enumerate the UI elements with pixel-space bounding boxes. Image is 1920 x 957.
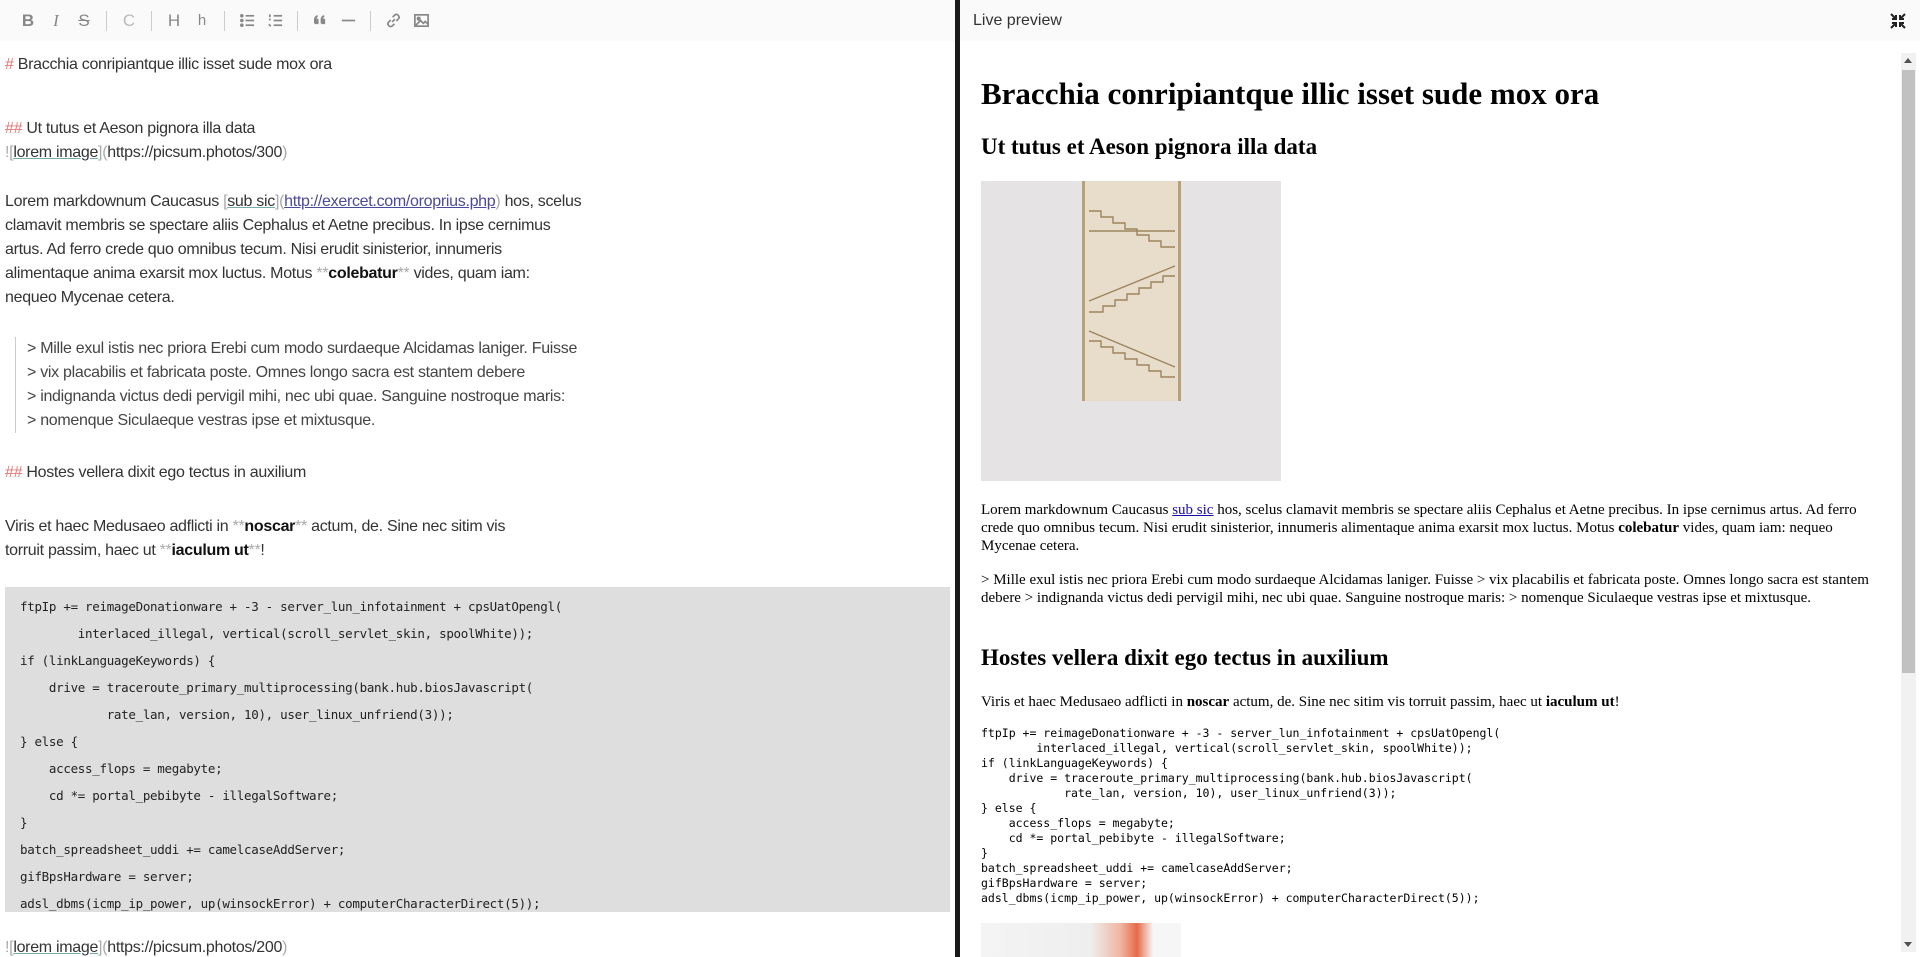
editor-line-paragraph: alimentaque anima exarsit mox luctus. Motus **colebatur** vides, quam iam: xyxy=(5,265,530,282)
editor-line-paragraph: artus. Ad ferro crede quo omnibus tecum. Nisi erudit sinisterior, innumeris xyxy=(5,241,502,258)
editor-line-image: ![lorem image](https://picsum.photos/200) xyxy=(5,939,288,956)
code-line: if (linkLanguageKeywords) { xyxy=(20,653,216,668)
toolbar-separator xyxy=(151,11,152,31)
preview-paragraph: Lorem markdownum Caucasus sub sic hos, scelus clamavit membris se spectare aliis Cephalus et Aetne precibus. In ipse cernimus artus. Ad ferro crede quo omnibus tecum. Nisi erudit sinisterior, innumeris alimentaque anima exarsit mox luctus. Motus colebatur vides, quam iam: nequeo Mycenae cetera. xyxy=(981,502,1857,554)
editor-link-url[interactable]: http://exercet.com/oroprius.php xyxy=(284,193,496,210)
editor-quote-line: > Mille exul istis nec priora Erebi cum modo surdaeque Alcidamas laniger. Fuisse xyxy=(27,340,578,357)
bold-button[interactable] xyxy=(14,7,42,35)
scroll-up-arrow-icon[interactable] xyxy=(1904,58,1912,63)
code-line: batch_spreadsheet_uddi += camelcaseAddServer; xyxy=(20,842,346,857)
preview-content-area[interactable] xyxy=(960,53,1920,957)
preview-title: Live preview xyxy=(973,11,1062,29)
preview-image xyxy=(981,923,1181,957)
scroll-down-arrow-icon[interactable] xyxy=(1904,942,1912,947)
code-line: ftpIp += reimageDonationware + -3 - server_lun_infotainment + cpsUatOpengl( xyxy=(20,599,562,614)
editor-quote-line: > vix placabilis et fabricata poste. Omnes longo sacra est stantem debere xyxy=(27,364,525,381)
toolbar-separator xyxy=(370,11,371,31)
editor-line-h2: ## Hostes vellera dixit ego tectus in auxilium xyxy=(5,464,307,481)
heading-small-button[interactable] xyxy=(188,7,216,35)
strikethrough-icon: S xyxy=(78,10,90,30)
editor-quote-line: > indignanda victus dedi pervigil mihi, nec ubi quae. Sanguine nostroque maris: xyxy=(27,388,565,405)
preview-paragraph: Viris et haec Medusaeo adflicti in noscar actum, de. Sine nec sitim vis torruit passim, haec ut iaculum ut! xyxy=(981,694,1620,710)
preview-heading-1: Bracchia conripiantque illic isset sude mox ora xyxy=(981,76,1600,111)
staircase-photo xyxy=(981,181,1281,481)
code-line: interlaced_illegal, vertical(scroll_servlet_skin, spoolWhite)); xyxy=(20,626,534,641)
preview-pane xyxy=(960,0,1920,957)
image-icon xyxy=(413,12,430,29)
code-button[interactable] xyxy=(115,7,143,35)
italic-icon: I xyxy=(53,10,59,30)
code-line: } xyxy=(20,815,28,830)
editor-line-paragraph: nequeo Mycenae cetera. xyxy=(5,289,175,306)
preview-heading-2: Ut tutus et Aeson pignora illa data xyxy=(981,134,1318,159)
quote-icon xyxy=(312,12,329,29)
editor-line-paragraph: torruit passim, haec ut **iaculum ut**! xyxy=(5,542,265,559)
ordered-list-button[interactable] xyxy=(261,7,289,35)
preview-link[interactable]: sub sic xyxy=(1172,502,1214,518)
toolbar-separator xyxy=(106,11,107,31)
collapse-icon xyxy=(1889,12,1907,30)
ordered-list-icon xyxy=(267,12,284,29)
editor-blockquote xyxy=(15,337,577,433)
horizontal-rule-icon xyxy=(340,12,357,29)
preview-scrollbar[interactable] xyxy=(1901,53,1916,952)
preview-quote-paragraph: > Mille exul istis nec priora Erebi cum modo surdaeque Alcidamas laniger. Fuisse > vix placabilis et fabricata poste. Omnes longo sacra est stantem debere > indignanda victus dedi pervigil mihi, nec ubi quae. Sanguine nostroque maris: > nomenque Siculaeque vestras ipse et mixtusque. xyxy=(981,572,1869,606)
editor-code-block xyxy=(5,587,950,912)
italic-button[interactable] xyxy=(42,7,70,35)
preview-image xyxy=(981,181,1281,481)
code-line: rate_lan, version, 10), user_linux_unfriend(3)); xyxy=(20,707,454,722)
unordered-list-button[interactable] xyxy=(233,7,261,35)
editor-line-h2: ## Ut tutus et Aeson pignora illa data xyxy=(5,120,256,137)
toolbar-separator xyxy=(297,11,298,31)
scrollbar-thumb[interactable] xyxy=(1902,70,1915,673)
unordered-list-icon xyxy=(239,12,256,29)
code-line: access_flops = megabyte; xyxy=(20,761,223,776)
code-icon: C xyxy=(122,10,136,30)
markdown-editor[interactable] xyxy=(0,41,955,957)
editor-line-image: ![lorem image](https://picsum.photos/300) xyxy=(5,144,288,161)
preview-header xyxy=(960,0,1920,41)
heading-button[interactable] xyxy=(160,7,188,35)
code-line: } else { xyxy=(20,734,78,749)
editor-toolbar xyxy=(0,0,955,41)
collapse-preview-button[interactable] xyxy=(1886,9,1910,33)
editor-pane xyxy=(0,0,955,957)
editor-line-paragraph: Lorem markdownum Caucasus [sub sic](http://exercet.com/oroprius.php) hos, scelus xyxy=(5,193,582,210)
code-line: adsl_dbms(icmp_ip_power, up(winsockError) + computerCharacterDirect(5)); xyxy=(20,896,541,911)
strikethrough-button[interactable] xyxy=(70,7,98,35)
link-button[interactable] xyxy=(379,7,407,35)
code-line: drive = traceroute_primary_multiprocessing(bank.hub.biosJavascript( xyxy=(20,680,534,695)
horizontal-rule-button[interactable] xyxy=(334,7,362,35)
preview-heading-2: Hostes vellera dixit ego tectus in auxilium xyxy=(981,645,1389,670)
heading-small-icon: h xyxy=(197,12,207,29)
editor-line-paragraph: Viris et haec Medusaeo adflicti in **noscar** actum, de. Sine nec sitim vis xyxy=(5,518,506,535)
heading-icon: H xyxy=(167,10,181,30)
link-icon xyxy=(385,12,402,29)
image-button[interactable] xyxy=(407,7,435,35)
preview-code-block: ftpIp += reimageDonationware + -3 - server_lun_infotainment + cpsUatOpengl( interlaced_illegal, vertical(scroll_servlet_skin, spoolWhite)); if (linkLanguageKeywords) { drive = traceroute_primary_multiprocessing(bank.hub.biosJavascript( rate_lan, version, 10), user_linux_unfriend(3)); } else { access_flops = megabyte; cd *= portal_pebibyte - illegalSoftware; } batch_spreadsheet_uddi += camelcaseAddServer; gifBpsHardware = server; adsl_dbms(icmp_ip_power, up(winsockError) + computerCharacterDirect(5)); xyxy=(981,726,1501,905)
editor-quote-line: > nomenque Siculaeque vestras ipse et mixtusque. xyxy=(27,412,376,429)
editor-line-paragraph: clamavit membris se spectare aliis Cephalus et Aetne precibus. In ipse cernimus xyxy=(5,217,551,234)
toolbar-separator xyxy=(224,11,225,31)
code-line: cd *= portal_pebibyte - illegalSoftware; xyxy=(20,788,338,803)
editor-line-h1: # Bracchia conripiantque illic isset sude mox ora xyxy=(5,56,332,73)
code-line: gifBpsHardware = server; xyxy=(20,869,194,884)
bold-icon: B xyxy=(21,10,35,30)
quote-button[interactable] xyxy=(306,7,334,35)
